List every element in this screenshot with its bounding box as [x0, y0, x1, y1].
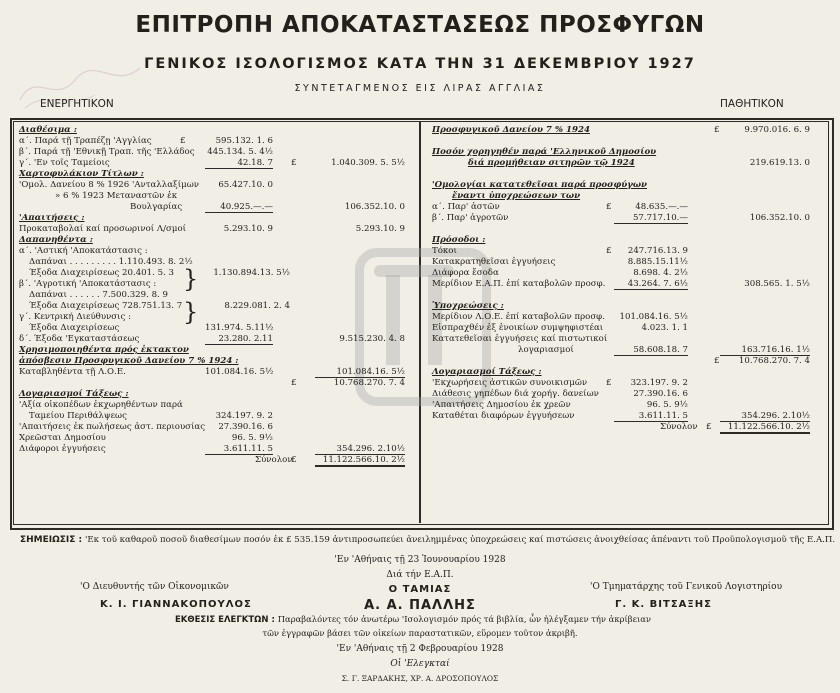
income-4-value: 43.264. 7. 6½ [614, 280, 688, 290]
portfolio-heading: Χαρτοφυλάκιον Τίτλων : [19, 169, 144, 179]
expenses-heading: Δαπανηθέντα : [19, 235, 93, 245]
obligations-3-label: Κατατεθεῖσαι ἐγγυήσεις καί πιστωτικοί [432, 334, 608, 344]
auditors-names: Σ. Γ. ΞΑΡΔΑΚΗΣ, ΧΡ. Α. ΔΡΟΣΟΠΟΥΛΟΣ [341, 674, 499, 683]
expenses-total: 9.515.230. 4. 8 [339, 334, 405, 344]
income-4-label: Μερίδιον Ε.Α.Π. ἐπί καταβολῶν προσφ. [432, 279, 606, 289]
expenses-b-label: β΄. 'Αγροτική 'Αποκατάστασις : [19, 279, 157, 289]
income-3-label: Διάφορα ἔσοδα [432, 268, 499, 278]
receivables-total: 5.293.10. 9 [355, 224, 405, 234]
order-1-value: 324.197. 9. 2 [215, 411, 273, 421]
gov-heading-1: Ποσόν χορηγηθέν παρά 'Ελληνικοῦ Δημοσίου [432, 147, 657, 157]
liabilities-column [428, 126, 823, 434]
obligations-1-value: 101.084.16. 5½ [619, 312, 688, 322]
order-r1-value: 323.197. 9. 2 [630, 378, 688, 388]
bonds-b-value: 57.717.10.— [614, 214, 688, 224]
note-line [20, 535, 835, 545]
loan-value: 9.970.016. 6. 9 [744, 125, 810, 135]
portfolio-3-label: Βουλγαρίας [130, 202, 183, 212]
order-2-label: 'Απαιτήσεις ἐκ πωλήσεως ἀστ. περιουσίας [19, 422, 206, 432]
expenses-a-label: α΄. 'Αστική 'Αποκατάστασις : [19, 246, 148, 256]
income-total: 308.565. 1. 5½ [744, 279, 810, 289]
for-eap: Διά τήν Ε.Α.Π. [386, 570, 454, 580]
left-signatory-name: Κ. Ι. ΓΙΑΝΝΑΚΟΠΟΥΛΟΣ [100, 599, 252, 610]
order-r2-label: Διάθεσις γηπέδων διά χορήγ. δανείων [432, 389, 599, 399]
note-label: ΣΗΜΕΙΩΣΙΣ : [20, 535, 83, 545]
cash-heading: Διαθέσιμα : [19, 125, 77, 135]
income-2-value: 8.885.15.11½ [627, 257, 688, 267]
utilized-1-label: Καταβληθέντα τῇ Λ.Ο.Ε. [19, 367, 126, 377]
obligations-total: 163.716.16. 1½ [720, 346, 810, 356]
order-r4-value: 3.611.11. 5 [614, 412, 688, 422]
income-heading: Πρόσοδοι : [432, 235, 486, 245]
receivables-1-value: 5.293.10. 9 [223, 224, 273, 234]
expenses-c1-value: 131.974. 5.11½ [205, 323, 274, 333]
brace-symbol: } [183, 298, 199, 326]
currency-symbol: £ [714, 356, 720, 366]
currency-symbol: £ [606, 246, 612, 256]
right-signatory-title: 'Ο Τμηματάρχης τοῦ Γενικοῦ Λογιστηρίου [590, 582, 783, 592]
currency-symbol: £ [606, 202, 612, 212]
order-4-value: 3.611.11. 5 [205, 445, 273, 455]
bonds-heading-1: 'Ομολογίαι κατατεθεῖσαι παρά προσφύγων [432, 180, 648, 190]
gov-value: 219.619.13. 0 [749, 158, 810, 168]
document-subtitle: ΓΕΝΙΚΟΣ ΙΣΟΛΟΓΙΣΜΟΣ ΚΑΤΑ ΤΗΝ 31 ΔΕΚΕΜΒΡΙΟΥ 1927 [144, 56, 696, 72]
date-line-1: 'Εν 'Αθήναις τῇ 23 Ἰουνουαρίου 1928 [334, 555, 506, 565]
utilized-1-value: 101.084.16. 5½ [205, 367, 274, 377]
utilized-heading-1: Χρησιμοποιηθέντα πρός ἐκτακτον [19, 345, 189, 355]
liabilities-subtotal: 10.768.270. 7. 4 [738, 356, 810, 366]
order-4-label: Διάφοροι ἐγγυήσεις [19, 444, 106, 454]
expenses-a1-label: Δαπάναι . . . . . . . . . 1.110.493. 8. 2½ [29, 257, 193, 267]
portfolio-total: 106.352.10. 0 [344, 202, 405, 212]
expenses-a-value: 1.130.894.13. 5½ [213, 268, 290, 278]
audit-label: ΕΚΘΕΣΙΣ ΕΛΕΓΚΤΩΝ : [175, 615, 275, 625]
order-r2-value: 27.390.16. 6 [633, 389, 688, 399]
currency-note: ΣΥΝΤΕΤΑΓΜΕΝΟΣ ΕΙΣ ΛΙΡΑΣ ΑΓΓΛΙΑΣ [294, 83, 546, 94]
utilized-heading-2: ἀπόσβεσιν Προσφυγικοῦ Δανείου 7 % 1924 : [19, 356, 239, 366]
currency-symbol: £ [706, 422, 712, 432]
brace-symbol: } [183, 265, 199, 293]
income-3-value: 8.698. 4. 2½ [633, 268, 688, 278]
receivables-heading: 'Απαιτήσεις : [19, 213, 85, 223]
order-3-value: 96. 5. 9½ [231, 433, 273, 443]
currency-symbol: £ [291, 378, 297, 388]
document-title: ΕΠΙΤΡΟΠΗ ΑΠΟΚΑΤΑΣΤΑΣΕΩΣ ΠΡΟΣΦΥΓΩΝ [135, 12, 705, 38]
portfolio-2-label: » 6 % 1923 Μεταναστῶν ἐκ [55, 191, 178, 201]
bonds-total: 106.352.10. 0 [749, 213, 810, 223]
obligations-2-value: 4.023. 1. 1 [641, 323, 688, 333]
cash-b-value: 445.134. 5. 4½ [207, 147, 273, 157]
bonds-a-label: α΄. Παρ' ἀστῶν [432, 202, 500, 212]
expenses-b2-label: Έξοδα Διαχειρίσεως 728.751.13. 7 [29, 301, 183, 311]
assets-heading: ΕΝΕΡΓΗΤΙΚΟΝ [40, 98, 114, 110]
order-1b-label: Ταμείου Περιθάλψεως [29, 411, 127, 421]
note-text: 'Εκ τοῦ καθαροῦ ποσοῦ διαθεσίμων ποσόν ἐκ £ 535.159 ἀντιπροσωπεύει ἀνειλημμένας ὑποχρεώσεις καί πιστώσεις ἀνοιχθείσας ἀπέναντι τοῦ Προϋπολογισμοῦ τῆς Ε.Α.Π. [85, 535, 836, 545]
cash-total: 1.040.309. 5. 5½ [331, 158, 405, 168]
portfolio-2-value: 40.925.—.— [205, 203, 273, 213]
assets-subtotal: 10.768.270. 7. 4 [333, 378, 405, 388]
order-r4-label: Καταθέται διαφόρων ἐγγυήσεων [432, 411, 575, 421]
order-r1-label: 'Εκχωρήσεις ἀστικῶν συνοικισμῶν [432, 378, 588, 388]
cash-c-label: γ΄. 'Εν τοῖς Ταμείοις [19, 158, 110, 168]
sum-label-right: Σύνολον [660, 422, 698, 432]
bonds-heading-2: ἔναντι ὑποχρεώσεων των [452, 191, 581, 201]
date-line-2: 'Εν 'Αθήναις τῇ 2 Φεβρουαρίου 1928 [336, 644, 504, 654]
cash-c-value: 42.18. 7 [205, 159, 273, 169]
right-signatory-name: Γ. Κ. ΒΙΤΣΑΞΗΣ [615, 599, 712, 610]
utilized-total: 101.084.16. 5½ [315, 368, 405, 378]
cash-a-label: α΄. Παρά τῇ Τραπέζῃ 'Αγγλίας [19, 136, 152, 146]
order-accounts-heading-right: Λογαριασμοί Τάξεως : [432, 367, 542, 377]
expenses-d-value: 23.280. 2.11 [205, 335, 273, 345]
currency-symbol: £ [714, 125, 720, 135]
currency-symbol: £ [180, 136, 186, 146]
loan-heading: Προσφυγικοῦ Δανείου 7 % 1924 [432, 125, 590, 135]
income-1-value: 247.716.13. 9 [627, 246, 688, 256]
order-2-value: 27.390.16. 6 [218, 422, 273, 432]
receivables-1-label: Προκαταβολαί καί προσωρινοί Λ/σμοί [19, 224, 186, 234]
assets-grand-total: 11.122.566.10. 2½ [315, 456, 405, 467]
currency-symbol: £ [291, 158, 297, 168]
liabilities-grand-total: 11.122.566.10. 2½ [720, 423, 810, 434]
obligations-3b-label: λογαριασμοί [518, 345, 574, 355]
expenses-c1-label: Έξοδα Διαχειρίσεως [29, 323, 120, 333]
currency-symbol: £ [606, 378, 612, 388]
obligations-2-label: Εἰσπραχθέν ἐξ ἐνοικίων συμψηφιστέαι [432, 323, 604, 333]
assets-column [15, 126, 415, 467]
bonds-b-label: β΄. Παρ' ἀγροτῶν [432, 213, 509, 223]
order-r3-label: 'Απαιτήσεις Δημοσίου ἐκ χρεῶν [432, 400, 571, 410]
expenses-c-label: γ΄. Κεντρική Διεύθυνσις : [19, 312, 131, 322]
expenses-b1-label: Δαπάναι . . . . . . 7.500.329. 8. 9 [29, 290, 168, 300]
auditors-title: Οἱ 'Ελεγκταί [390, 659, 450, 669]
treasurer-title: Ο ΤΑΜΙΑΣ [388, 584, 452, 595]
expenses-d-label: δ΄. Έξοδα 'Εγκαταστάσεως [19, 334, 140, 344]
income-2-label: Κατακρατηθεῖσαι ἐγγυήσεις [432, 257, 556, 267]
gov-heading-2: διά προμήθειαν σιτηρῶν τῷ 1924 [468, 158, 635, 168]
left-signatory-title: 'Ο Διευθυντής τῶν Οἰκονομικῶν [80, 582, 229, 592]
order-total: 354.296. 2.10½ [315, 445, 405, 455]
audit-text-2: τῶν ἐγγραφῶν βάσει τῶν οἰκείων παραστατικῶν, εὕρομεν τοῦτον ἀκριβῆ. [262, 628, 578, 638]
audit-line-1 [175, 614, 651, 625]
income-1-label: Τόκοι [432, 246, 457, 256]
obligations-heading: Ὑποχρεώσεις : [432, 301, 504, 311]
obligations-1-label: Μερίδιον Λ.Ο.Ε. ἐπί καταβολῶν προσφ. [432, 312, 605, 322]
portfolio-1-value: 65.427.10. 0 [218, 180, 273, 190]
expenses-a2-label: Έξοδα Διαχειρίσεως 20.401. 5. 3 [29, 268, 174, 278]
obligations-3-value: 58.608.18. 7 [614, 346, 688, 356]
order-3-label: Χρεῶσται Δημοσίου [19, 433, 106, 443]
bonds-a-value: 48.635.—.— [635, 202, 688, 212]
order-accounts-heading: Λογαριασμοί Τάξεως : [19, 389, 129, 399]
sum-label: Σύνολον [255, 455, 293, 465]
order-total-right: 354.296. 2.10½ [720, 412, 810, 422]
expenses-b-value: 8.229.081. 2. 4 [224, 301, 290, 311]
cash-a-value: 595.132. 1. 6 [215, 136, 273, 146]
treasurer-name: Α. Α. ΠΑΛΛΗΣ [364, 598, 476, 613]
currency-symbol: £ [291, 455, 297, 465]
order-r3-value: 96. 5. 9½ [646, 400, 688, 410]
portfolio-1-label: 'Ομολ. Δανείου 8 % 1926 'Ανταλλαξίμων [19, 180, 199, 190]
liabilities-heading: ΠΑΘΗΤΙΚΟΝ [720, 98, 784, 110]
order-1-label: 'Αξία οἰκοπέδων ἐκχωρηθέντων παρά [19, 400, 183, 410]
cash-b-label: β΄. Παρά τῇ 'Εθνικῇ Τραπ. τῆς 'Ελλάδος [19, 147, 195, 157]
audit-text-1: Παραβαλόντες τόν ἀνωτέρω 'Ισολογισμόν πρός τά βιβλία, ὧν ἠλέγξαμεν τήν ἀκρίβειαν [277, 614, 651, 624]
